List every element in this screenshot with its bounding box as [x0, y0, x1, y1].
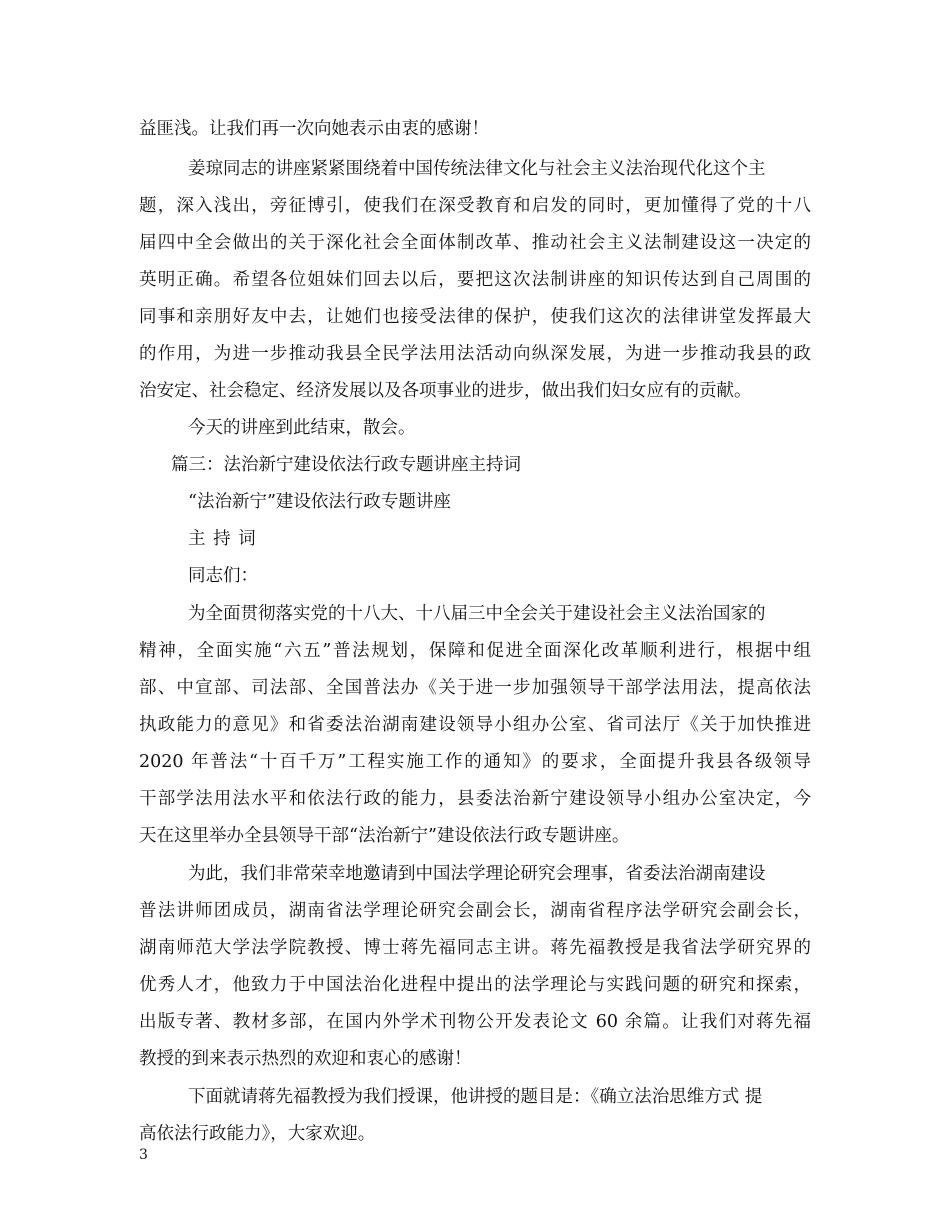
text-line: 今天的讲座到此结束，散会。	[188, 418, 416, 438]
section-heading: 篇三：法治新宁建设依法行政专题讲座主持词	[171, 455, 521, 475]
text-line: 届四中全会做出的关于深化社会全面体制改革、推动社会主义法制建设这一决定的	[139, 233, 811, 253]
text-line: 湖南师范大学法学院教授、博士蒋先福同志主讲。蒋先福教授是我省法学研究界的	[139, 938, 811, 958]
text-line: 治安定、社会稳定、经济发展以及各项事业的进步，做出我们妇女应有的贡献。	[139, 381, 752, 401]
text-line: 的作用，为进一步推动我县全民学法用法活动向纵深发展，为进一步推动我县的政	[139, 344, 811, 364]
text-line: 出版专著、教材多部，在国内外学术刊物公开发表论文 60 余篇。让我们对蒋先福	[139, 1012, 811, 1032]
text-line: 执政能力的意见》和省委法治湖南建设领导小组办公室、省司法厅《关于加快推进	[139, 715, 811, 735]
lecture-title: “法治新宁”建设依法行政专题讲座	[188, 492, 451, 512]
text-line: 干部学法用法水平和依法行政的能力，县委法治新宁建设领导小组办公室决定，今	[139, 789, 811, 809]
text-line: 益匪浅。让我们再一次向她表示由衷的感谢！	[139, 119, 489, 139]
page-number: 3	[139, 1147, 148, 1163]
text-line: 姜琼同志的讲座紧紧围绕着中国传统法律文化与社会主义法治现代化这个主	[188, 159, 766, 179]
salutation: 同志们：	[188, 566, 258, 586]
text-line: 精神，全面实施“六五”普法规划，保障和促进全面深化改革顺利进行，根据中组	[139, 641, 811, 661]
text-line: 2020 年普法“十百千万”工程实施工作的通知》的要求，全面提升我县各级领导	[139, 752, 811, 772]
text-line: 高依法行政能力》，大家欢迎。	[139, 1124, 376, 1144]
text-line: 为此，我们非常荣幸地邀请到中国法学理论研究会理事，省委法治湖南建设	[188, 864, 766, 884]
text-line: 优秀人才，他致力于中国法治化进程中提出的法学理论与实践问题的研究和探索，	[139, 975, 811, 995]
text-line: 英明正确。希望各位姐妹们回去以后，要把这次法制讲座的知识传达到自己周围的	[139, 270, 811, 290]
host-script-label: 主 持 词	[188, 529, 257, 549]
text-line: 题，深入浅出，旁征博引，使我们在深受教育和启发的同时，更加懂得了党的十八	[139, 196, 811, 216]
text-line: 下面就请蒋先福教授为我们授课，他讲授的题目是：《确立法治思维方式 提	[188, 1087, 763, 1107]
text-line: 同事和亲朋好友中去，让她们也接受法律的保护，使我们这次的法律讲堂发挥最大	[139, 307, 811, 327]
text-line: 为全面贯彻落实党的十八大、十八届三中全会关于建设社会主义法治国家的	[188, 604, 766, 624]
text-line: 教授的到来表示热烈的欢迎和衷心的感谢！	[139, 1049, 472, 1069]
text-line: 天在这里举办全县领导干部“法治新宁”建设依法行政专题讲座。	[139, 826, 630, 846]
text-line: 普法讲师团成员，湖南省法学理论研究会副会长，湖南省程序法学研究会副会长，	[139, 901, 811, 921]
text-line: 部、中宣部、司法部、全国普法办《关于进一步加强领导干部学法用法，提高依法	[139, 678, 811, 698]
